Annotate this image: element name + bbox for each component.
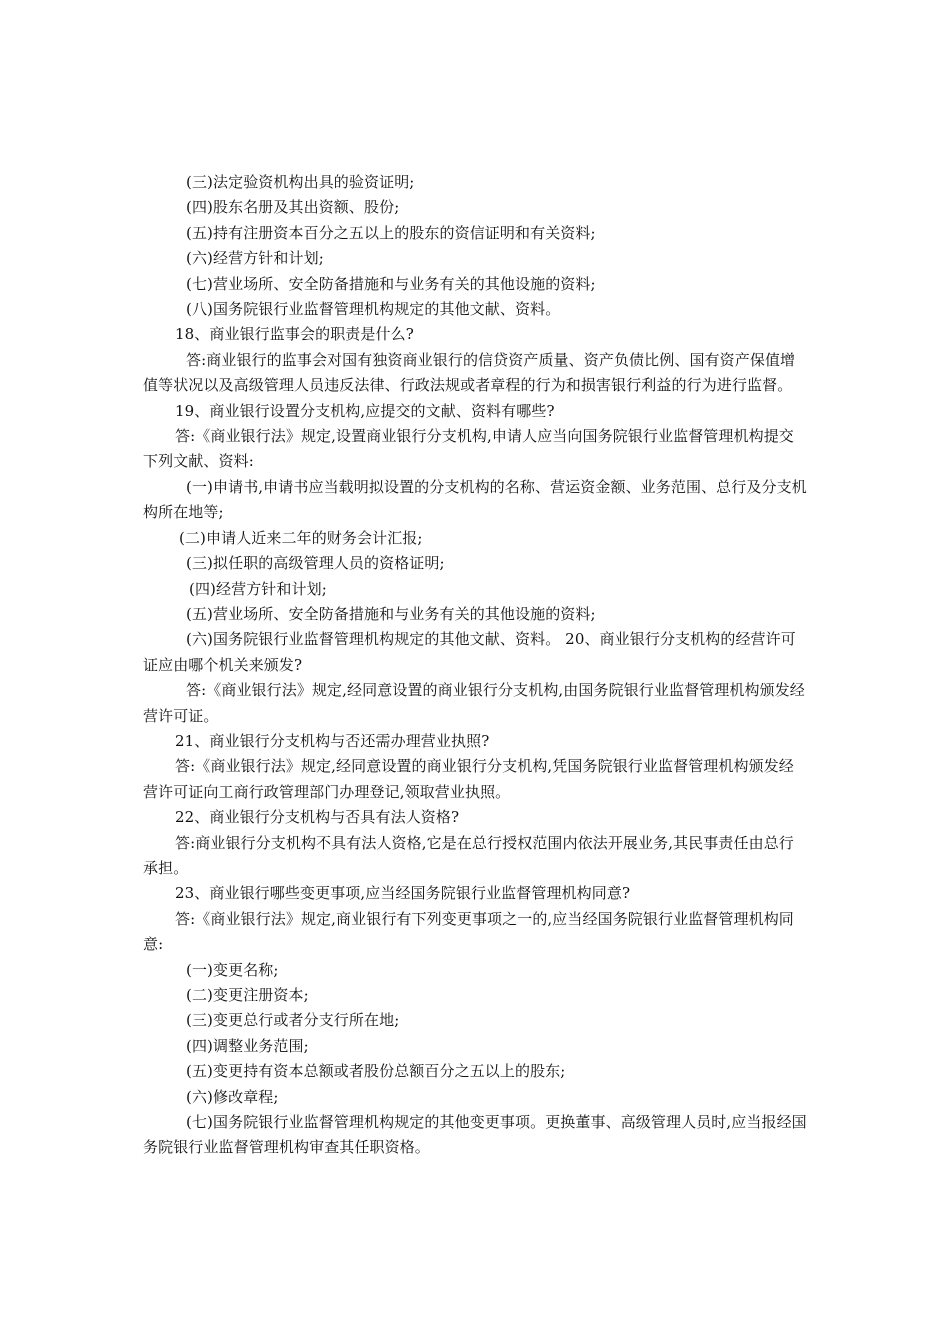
paragraph: (八)国务院银行业监督管理机构规定的其他文献、资料。 xyxy=(186,300,561,319)
paragraph: (六)国务院银行业监督管理机构规定的其他文献、资料。 20、商业银行分支机构的经营许可证应由哪个机关来颁发? xyxy=(143,630,796,674)
question: 23、商业银行哪些变更事项,应当经国务院银行业监督管理机构同意? xyxy=(175,884,631,903)
paragraph: (七)营业场所、安全防备措施和与业务有关的其他设施的资料; xyxy=(186,274,596,293)
paragraph: (四)股东名册及其出资额、股份; xyxy=(186,198,400,217)
document-body xyxy=(143,170,808,1161)
paragraph: (五)营业场所、安全防备措施和与业务有关的其他设施的资料; xyxy=(186,604,596,623)
answer: 答:《商业银行法》规定,经同意设置的商业银行分支机构,由国务院银行业监督管理机构颁发经营许可证。 xyxy=(143,681,805,725)
paragraph: (四)调整业务范围; xyxy=(186,1036,309,1055)
paragraph: (五)持有注册资本百分之五以上的股东的资信证明和有关资料; xyxy=(186,223,596,242)
paragraph: (一)变更名称; xyxy=(186,960,279,979)
paragraph: (三)法定验资机构出具的验资证明; xyxy=(186,173,415,191)
question: 19、商业银行设置分支机构,应提交的文献、资料有哪些? xyxy=(175,401,555,420)
answer: 答:《商业银行法》规定,设置商业银行分支机构,申请人应当向国务院银行业监督管理机构提交下列文献、资料: xyxy=(143,427,794,471)
paragraph: (二)申请人近来二年的财务会计汇报; xyxy=(179,528,423,547)
question: 21、商业银行分支机构与否还需办理营业执照? xyxy=(175,731,490,750)
question: 22、商业银行分支机构与否具有法人资格? xyxy=(175,808,460,827)
paragraph: (五)变更持有资本总额或者股份总额百分之五以上的股东; xyxy=(186,1062,566,1081)
answer: 答:商业银行分支机构不具有法人资格,它是在总行授权范围内依法开展业务,其民事责任由总行承担。 xyxy=(143,833,794,877)
paragraph: (二)变更注册资本; xyxy=(186,986,309,1004)
question: 18、商业银行监事会的职责是什么? xyxy=(175,325,414,344)
paragraph: (六)修改章程; xyxy=(186,1087,279,1106)
paragraph: (七)国务院银行业监督管理机构规定的其他变更事项。更换董事、高级管理人员时,应当报经国务院银行业监督管理机构审查其任职资格。 xyxy=(143,1113,807,1157)
paragraph: (三)拟任职的高级管理人员的资格证明; xyxy=(186,554,445,573)
paragraph: (六)经营方针和计划; xyxy=(186,249,324,268)
paragraph: (一)申请书,申请书应当载明拟设置的分支机构的名称、营运资金额、业务范围、总行及分支机构所在地等; xyxy=(143,477,807,522)
answer: 答:商业银行的监事会对国有独资商业银行的信贷资产质量、资产负债比例、国有资产保值增值等状况以及高级管理人员违反法律、行政法规或者章程的行为和损害银行利益的行为进行监督。 xyxy=(143,350,796,395)
answer: 答:《商业银行法》规定,经同意设置的商业银行分支机构,凭国务院银行业监督管理机构颁发经营许可证向工商行政管理部门办理登记,领取营业执照。 xyxy=(143,757,794,801)
paragraph: (四)经营方针和计划; xyxy=(189,579,327,598)
answer: 答:《商业银行法》规定,商业银行有下列变更事项之一的,应当经国务院银行业监督管理机构同意: xyxy=(143,909,794,954)
paragraph: (三)变更总行或者分支行所在地; xyxy=(186,1011,400,1030)
